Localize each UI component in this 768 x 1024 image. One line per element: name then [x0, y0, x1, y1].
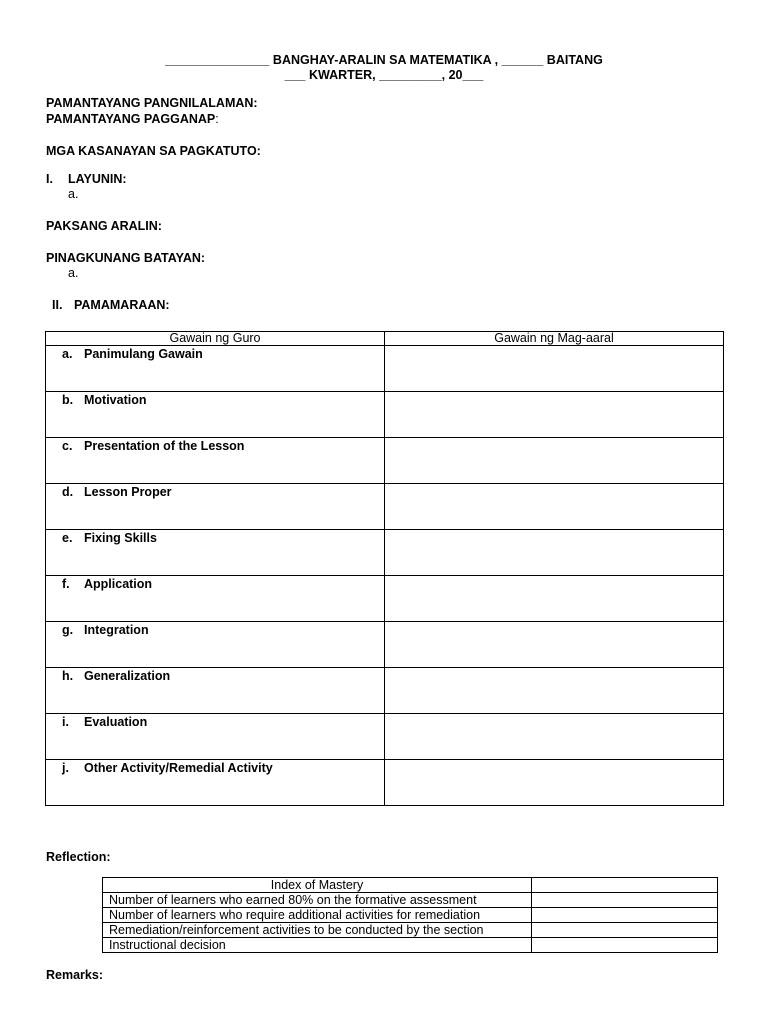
activity-letter: h. — [62, 669, 74, 683]
teacher-activity-cell — [46, 484, 385, 530]
table-row — [46, 530, 724, 576]
pinagkunang-batayan-label: PINAGKUNANG BATAYAN: — [46, 251, 206, 265]
pamantayang-pagganap-row — [46, 112, 219, 126]
student-activity-cell — [385, 484, 724, 530]
pamantayang-pagganap-label: PAMANTAYANG PAGGANAP — [46, 112, 216, 126]
activity-label: Lesson Proper — [84, 485, 172, 499]
layunin-number: I. — [46, 172, 53, 186]
student-activity-cell — [385, 576, 724, 622]
table-row — [103, 893, 718, 908]
activity-letter: f. — [62, 577, 70, 591]
table-row — [46, 438, 724, 484]
activity-letter: i. — [62, 715, 69, 729]
teacher-activity-cell — [46, 622, 385, 668]
student-activity-cell — [385, 714, 724, 760]
activity-label: Presentation of the Lesson — [84, 439, 245, 453]
table-row — [46, 484, 724, 530]
table-row — [46, 760, 724, 806]
layunin-row — [46, 172, 127, 186]
activity-label: Integration — [84, 623, 149, 637]
layunin-item-a: a. — [68, 187, 79, 201]
teacher-activity-cell — [46, 438, 385, 484]
activity-label: Motivation — [84, 393, 147, 407]
pamamaraan-row — [52, 298, 170, 312]
activity-letter: a. — [62, 347, 73, 361]
student-activity-cell — [385, 622, 724, 668]
student-activity-cell — [385, 668, 724, 714]
mastery-value-cell — [532, 923, 718, 938]
activity-label: Generalization — [84, 669, 171, 683]
activity-letter: e. — [62, 531, 73, 545]
mastery-value-cell — [532, 878, 718, 893]
teacher-activity-cell — [46, 760, 385, 806]
pamantayang-pangnilalaman-label: PAMANTAYANG PANGNILALAMAN: — [46, 96, 258, 110]
table-row — [46, 622, 724, 668]
activity-label: Other Activity/Remedial Activity — [84, 761, 273, 775]
table-row — [103, 923, 718, 938]
document-title-line1: _______________ BANGHAY-ARALIN SA MATEMATIKA , ______ BAITANG — [165, 53, 603, 67]
teacher-activity-header: Gawain ng Guro — [46, 332, 385, 346]
mastery-row-label: Instructional decision — [103, 938, 532, 953]
table-row — [46, 714, 724, 760]
pinagkunang-item-a: a. — [68, 266, 79, 280]
mastery-value-cell — [532, 938, 718, 953]
pamamaraan-number: II. — [52, 298, 63, 312]
activity-label: Application — [84, 577, 153, 591]
student-activity-cell — [385, 346, 724, 392]
index-of-mastery-table — [102, 877, 718, 953]
activity-letter: g. — [62, 623, 74, 637]
teacher-activity-cell — [46, 668, 385, 714]
table-row — [103, 908, 718, 923]
activity-letter: j. — [62, 761, 69, 775]
mastery-row-label: Number of learners who earned 80% on the formative assessment — [103, 893, 532, 908]
mastery-header-row — [103, 878, 718, 893]
pamamaraan-label: PAMAMARAAN: — [74, 298, 170, 312]
lesson-plan-table — [45, 331, 724, 806]
reflection-label: Reflection: — [46, 850, 111, 864]
teacher-activity-cell — [46, 530, 385, 576]
mastery-row-label: Number of learners who require additional activities for remediation — [103, 908, 532, 923]
student-activity-cell — [385, 530, 724, 576]
plan-table-header-row — [46, 332, 724, 346]
student-activity-cell — [385, 438, 724, 484]
activity-letter: b. — [62, 393, 74, 407]
mastery-value-cell — [532, 893, 718, 908]
mastery-row-label: Remediation/reinforcement activities to be conducted by the section — [103, 923, 532, 938]
activity-label: Panimulang Gawain — [84, 347, 203, 361]
activity-letter: c. — [62, 439, 73, 453]
student-activity-cell — [385, 392, 724, 438]
activity-label: Fixing Skills — [84, 531, 157, 545]
table-row — [46, 392, 724, 438]
teacher-activity-cell — [46, 392, 385, 438]
teacher-activity-cell — [46, 346, 385, 392]
remarks-label: Remarks: — [46, 968, 103, 982]
mga-kasanayan-label: MGA KASANAYAN SA PAGKATUTO: — [46, 144, 261, 158]
activity-label: Evaluation — [84, 715, 148, 729]
mastery-value-cell — [532, 908, 718, 923]
teacher-activity-cell — [46, 714, 385, 760]
table-row — [103, 938, 718, 953]
teacher-activity-cell — [46, 576, 385, 622]
document-title-line2: ___ KWARTER, _________, 20___ — [284, 68, 484, 82]
table-row — [46, 346, 724, 392]
paksang-aralin-label: PAKSANG ARALIN: — [46, 219, 162, 233]
table-row — [46, 668, 724, 714]
index-of-mastery-header: Index of Mastery — [103, 878, 532, 893]
activity-letter: d. — [62, 485, 74, 499]
student-activity-header: Gawain ng Mag-aaral — [385, 332, 724, 346]
layunin-label: LAYUNIN: — [68, 172, 127, 186]
pamantayang-pagganap-colon: : — [215, 112, 219, 126]
student-activity-cell — [385, 760, 724, 806]
table-row — [46, 576, 724, 622]
